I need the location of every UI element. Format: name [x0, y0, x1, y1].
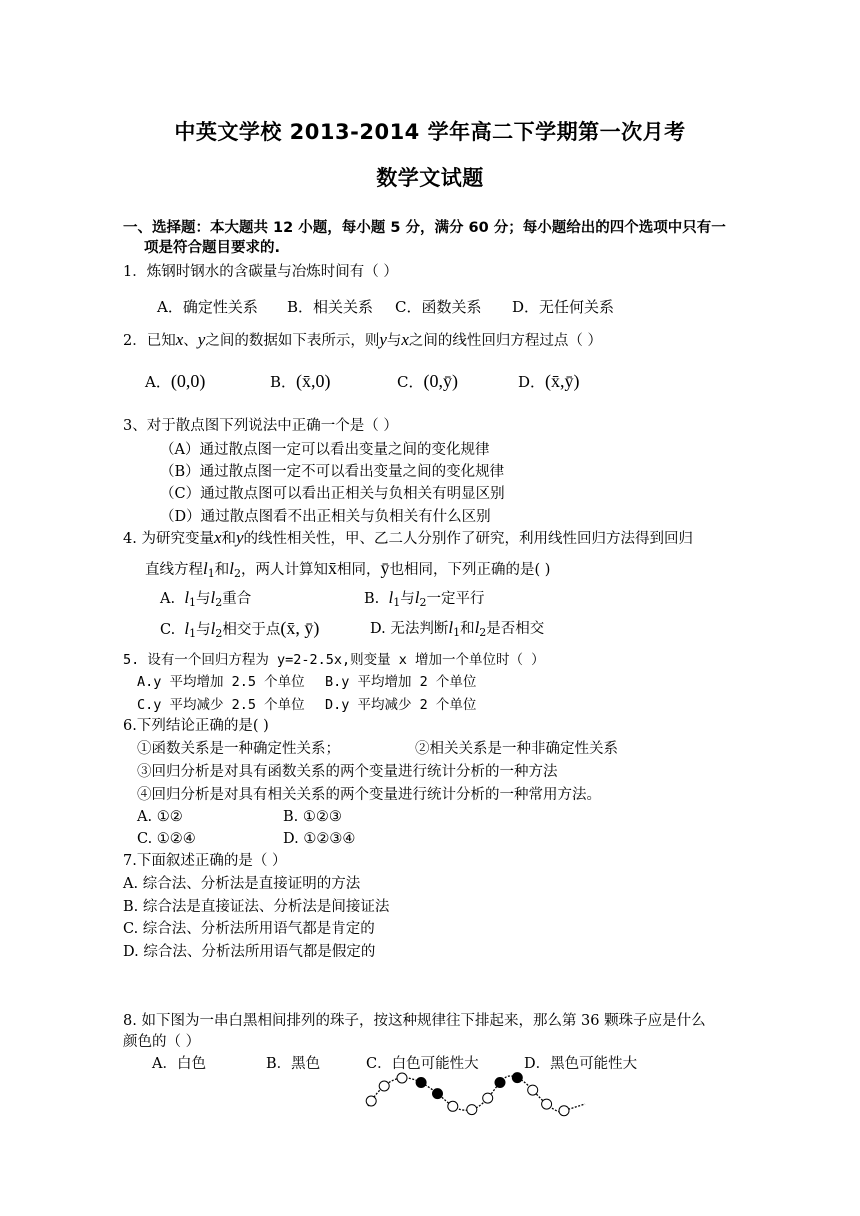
q6-option-d: D. ①②③④	[283, 831, 356, 847]
q5-option-a: A.y 平均增加 2.5 个单位	[137, 674, 305, 690]
q4-option-b: B. $l_1$与$l_2$一定平行	[364, 588, 485, 609]
q3-option-d: （D）通过散点图看不出正相关与负相关有什么区别	[160, 509, 491, 525]
q6-option-c: C. ①②④	[137, 831, 196, 847]
q6-stem: 6.下列结论正确的是( )	[123, 718, 269, 734]
q3-option-a: （A）通过散点图一定可以看出变量之间的变化规律	[160, 442, 490, 458]
section-heading-line2: 项是符合题目要求的.	[144, 240, 281, 256]
q4-option-d: D. 无法判断$l_1$和$l_2$是否相交	[370, 618, 545, 639]
white-bead	[467, 1105, 477, 1115]
q7-option-c: C. 综合法、分析法所用语气都是肯定的	[123, 921, 375, 937]
white-bead	[528, 1085, 538, 1095]
white-bead	[542, 1099, 552, 1109]
q2-option-c: C．(0,ȳ)	[397, 371, 458, 391]
q2-option-b: B．(x̄,0)	[270, 371, 331, 391]
black-bead	[512, 1073, 522, 1083]
white-bead	[559, 1106, 569, 1116]
q5-option-d: D.y 平均减少 2 个单位	[325, 697, 477, 713]
bead-string-figure	[360, 1070, 590, 1120]
q6-option-b: B. ①②③	[283, 809, 342, 825]
white-bead	[483, 1093, 493, 1103]
q5-option-c: C.y 平均减少 2.5 个单位	[137, 697, 305, 713]
white-bead	[397, 1073, 407, 1083]
q8-option-c: C．白色可能性大	[366, 1056, 479, 1072]
bead-group	[366, 1073, 569, 1116]
white-bead	[448, 1101, 458, 1111]
q2-stem: 2．已知x、y之间的数据如下表所示，则y与x之间的线性回归方程过点（ ）	[123, 330, 603, 349]
q6-statement-2: ②相关关系是一种非确定性关系	[415, 741, 618, 757]
q4-option-c: C. $l_1$与$l_2$相交于点(x̄, ȳ)	[160, 618, 320, 640]
exam-subtitle: 数学文试题	[376, 166, 484, 190]
q6-option-a: A. ①②	[137, 809, 183, 825]
q3-option-b: （B）通过散点图一定不可以看出变量之间的变化规律	[160, 464, 505, 480]
q1-option-c: C．函数关系	[395, 298, 482, 316]
black-bead	[495, 1078, 505, 1088]
q7-stem: 7.下面叙述正确的是（ ）	[123, 853, 287, 869]
q4-option-a: A. $l_1$与$l_2$重合	[160, 588, 252, 609]
black-bead	[433, 1089, 443, 1099]
white-bead	[379, 1081, 389, 1091]
q8-option-d: D．黑色可能性大	[524, 1056, 638, 1072]
q8-option-b: B．黑色	[266, 1056, 321, 1072]
q3-stem: 3、对于散点图下列说法中正确一个是（ ）	[123, 418, 398, 434]
exam-title: 中英文学校 2013-2014 学年高二下学期第一次月考	[174, 120, 686, 144]
section-heading-line1: 一、选择题：本大题共 12 小题，每小题 5 分，满分 60 分；每小题给出的四个选项中只有一	[123, 220, 726, 236]
q4-stem-line2: 直线方程$l_1$和$l_2$，两人计算知x̄相同，ȳ也相同，下列正确的是( )	[145, 558, 551, 580]
q6-statement-1: ①函数关系是一种确定性关系；	[137, 741, 340, 757]
q3-option-c: （C）通过散点图可以看出正相关与负相关有明显区别	[160, 486, 505, 502]
q1-stem: 1．炼钢时钢水的含碳量与冶炼时间有（ ）	[123, 264, 398, 280]
q1-option-a: A．确定性关系	[157, 298, 258, 316]
q8-stem-line2: 颜色的（ ）	[123, 1034, 201, 1050]
q7-option-a: A. 综合法、分析法是直接证明的方法	[123, 876, 361, 892]
q6-statement-3: ③回归分析是对具有函数关系的两个变量进行统计分析的一种方法	[137, 764, 558, 780]
q5-option-b: B.y 平均增加 2 个单位	[325, 674, 477, 690]
q2-option-a: A．(0,0)	[145, 371, 206, 391]
q6-statement-4: ④回归分析是对具有相关关系的两个变量进行统计分析的一种常用方法。	[137, 787, 601, 803]
q7-option-b: B. 综合法是直接证法、分析法是间接证法	[123, 899, 390, 915]
q4-stem-line1: 4. 为研究变量x和y的线性相关性，甲、乙二人分别作了研究，利用线性回归方法得到回归	[123, 528, 694, 547]
q7-option-d: D. 综合法、分析法所用语气都是假定的	[123, 944, 376, 960]
q8-option-a: A．白色	[152, 1056, 206, 1072]
q1-option-b: B．相关关系	[287, 298, 374, 316]
white-bead	[366, 1096, 376, 1106]
q5-stem: 5. 设有一个回归方程为 y=2-2.5x,则变量 x 增加一个单位时（ ）	[123, 652, 545, 668]
black-bead	[416, 1078, 426, 1088]
q8-stem-line1: 8. 如下图为一串白黑相间排列的珠子，按这种规律往下排起来，那么第 36 颗珠子应是什么	[123, 1013, 706, 1029]
q1-option-d: D．无任何关系	[512, 298, 615, 316]
q2-option-d: D．(x̄,ȳ)	[518, 371, 580, 391]
